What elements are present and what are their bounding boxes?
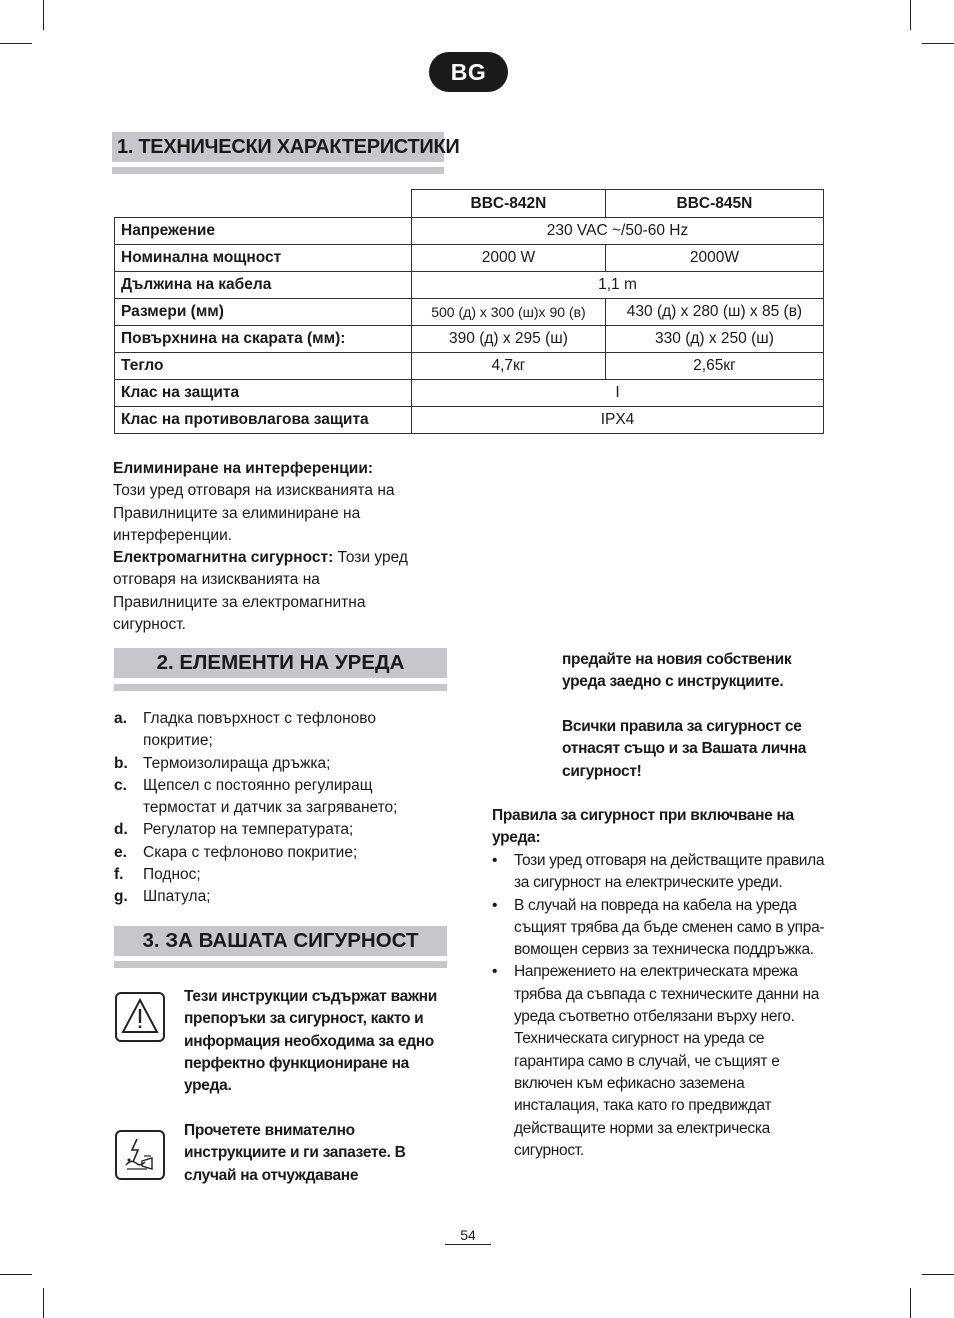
model-2-header: BBC-845N (605, 190, 823, 218)
row-value-model-1: 4,7кг (412, 353, 606, 380)
section-1-underline (112, 167, 444, 174)
spec-table (114, 189, 824, 434)
table-row (115, 326, 824, 353)
section-3-title: 3. ЗА ВАШАТА СИГУРНОСТ (114, 926, 447, 956)
table-row (115, 380, 824, 407)
row-value-model-1: 390 (д) x 295 (ш) (412, 326, 606, 353)
list-item: a. Гладка повърхност с тефлоново покритие; (114, 710, 376, 750)
interference-block (113, 458, 413, 636)
crop-mark (43, 1288, 44, 1318)
crop-mark (922, 43, 954, 44)
page-number: 54 (445, 1226, 491, 1245)
row-value: 1,1 m (412, 272, 824, 299)
row-value-model-2: 430 (д) x 280 (ш) x 85 (в) (605, 299, 823, 326)
table-row (115, 272, 824, 299)
list-item: g. Шпатула; (114, 888, 211, 906)
row-value-model-2: 2000W (605, 245, 823, 272)
table-row (115, 245, 824, 272)
row-value-model-1: 500 (д) x 300 (ш)x 90 (в) (412, 299, 606, 326)
row-value: I (412, 380, 824, 407)
read-instructions-icon (115, 1130, 165, 1180)
list-item: b. Термоизолираща дръжка; (114, 754, 331, 772)
row-label: Повърхнина на скарата (мм): (115, 326, 412, 353)
crop-mark (910, 1288, 911, 1318)
row-label: Дължина на кабела (115, 272, 412, 299)
section-3-underline (114, 961, 447, 968)
crop-mark (0, 43, 32, 44)
list-item: d. Регулатор на температурата; (114, 821, 354, 839)
row-label: Напрежение (115, 218, 412, 245)
section-2-underline (114, 684, 447, 691)
row-label: Тегло (115, 353, 412, 380)
warning-text: Тези инструкции съдържат важни препоръки за сигурност, както и информация необходима за едно перфектно функциониране на уреда. (184, 988, 437, 1095)
table-row (115, 299, 824, 326)
spec-header-row (115, 190, 824, 218)
language-badge: BG (429, 52, 508, 92)
row-value: 230 VAC ~/50-60 Hz (412, 218, 824, 245)
crop-mark (0, 1274, 32, 1275)
safety-note: Всички правила за сигурност се отнасят също и за Вашата лична сигурност! (562, 718, 807, 780)
crop-mark (910, 0, 911, 30)
section-2-title: 2. ЕЛЕМЕНТИ НА УРЕДА (114, 648, 447, 678)
interference-text: Този уред отговаря на изискванията на Правилниците за елиминиране на интерференции. (113, 482, 395, 544)
table-row (115, 407, 824, 434)
list-item: c. Щепсел с постоянно регулиращ термостат и датчик за загряването; (114, 776, 398, 817)
table-row (115, 353, 824, 380)
row-value-model-1: 2000 W (412, 245, 606, 272)
list-item: e. Скара с тефлоново покритие; (114, 843, 358, 861)
table-row (115, 218, 824, 245)
section-1-title: 1. ТЕХНИЧЕСКИ ХАРАКТЕРИСТИКИ (112, 132, 444, 162)
row-label: Размери (мм) (115, 299, 412, 326)
em-safety-heading: Електромагнитна сигурност: (113, 549, 334, 567)
row-label: Номинална мощност (115, 245, 412, 272)
list-item: • Този уред отговаря на действащите правила за сигурност на електрическите уреди. (492, 850, 826, 895)
interference-heading: Елиминиране на интерференции: (113, 460, 374, 477)
row-value-model-2: 330 (д) x 250 (ш) (605, 326, 823, 353)
read-instructions-text: Прочетете внимателно инструкциите и ги запазете. В случай на отчуждаване (184, 1122, 406, 1184)
list-item: • Напрежението на електрическата мрежа трябва да съвпада с техническите данни на уреда съответно отбелязани върху него. Техническата сигурност на уреда се гарантира само в случай, че същият е включен към ефикасно заземена инсталация, така като го предвиждат действащите норми за електрическа сигурност. (492, 961, 826, 1162)
elements-list (114, 708, 444, 909)
safety-rules-list (492, 850, 826, 1162)
row-value-model-2: 2,65кг (605, 353, 823, 380)
list-item: • В случай на повреда на кабела на уреда същият трябва да бъде сменен само в управомощен сервиз за техническа поддръжка. (492, 895, 826, 962)
continued-text: предайте на новия собственик уреда заедно с инструкциите. (562, 651, 792, 691)
warning-triangle-icon (115, 992, 165, 1042)
em-safety-text: Този уред отговаря на изискванията на Правилниците за електромагнитна сигурност. (113, 549, 408, 634)
row-value: IPX4 (412, 407, 824, 434)
row-label: Клас на защита (115, 380, 412, 407)
safety-rules-heading: Правила за сигурност при включване на уреда: (492, 807, 794, 847)
row-label: Клас на противовлагова защита (115, 407, 412, 434)
crop-mark (922, 1274, 954, 1275)
crop-mark (43, 0, 44, 30)
model-1-header: BBC-842N (412, 190, 606, 218)
list-item: f. Поднос; (114, 866, 201, 884)
